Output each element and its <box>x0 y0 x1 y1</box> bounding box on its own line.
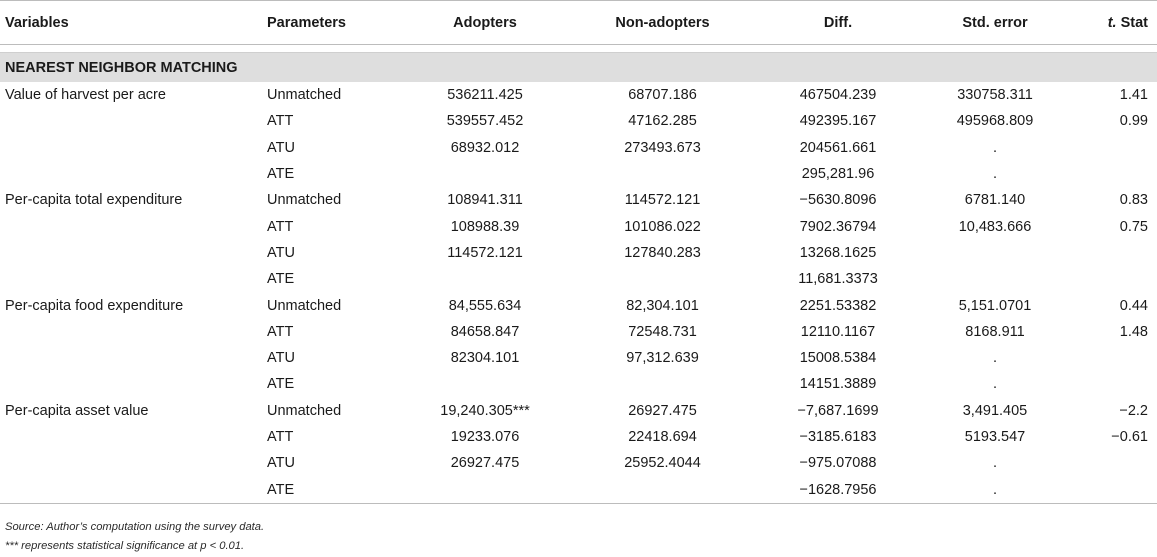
cell-non-adopters: 25952.4044 <box>624 455 701 472</box>
table-row <box>0 187 1157 213</box>
cell-variable <box>0 266 267 292</box>
cell-parameter: ATT <box>267 218 294 235</box>
table-row <box>0 371 1157 397</box>
cell-parameter: ATE <box>267 166 295 183</box>
cell-parameter: Unmatched <box>267 297 342 314</box>
header-parameters: Parameters <box>267 1 397 45</box>
cell-adopters: 26927.475 <box>450 455 520 472</box>
cell-non-adopters <box>573 266 752 292</box>
cell-t-stat: 0.99 <box>1119 113 1148 130</box>
source-note: Source: Author’s computation using the survey data. <box>5 521 265 533</box>
cell-non-adopters: 47162.285 <box>628 113 697 130</box>
cell-diff: 11,681.3373 <box>798 271 878 288</box>
cell-non-adopters: 26927.475 <box>628 402 697 419</box>
cell-non-adopters: 22418.694 <box>628 429 697 445</box>
table-row <box>0 266 1157 292</box>
cell-variable: Per-capita food expenditure <box>5 297 184 314</box>
cell-t-stat: 0.83 <box>1119 192 1148 209</box>
header-std-error: Std. error <box>924 1 1066 45</box>
cell-adopters: 68932.012 <box>450 139 520 156</box>
cell-parameter: ATT <box>267 323 294 340</box>
header-t-stat <box>1066 1 1157 45</box>
cell-parameter: ATT <box>267 113 294 130</box>
cell-adopters: 108941.311 <box>447 192 523 209</box>
cell-adopters: 19,240.305*** <box>440 402 530 419</box>
header-diff: Diff. <box>752 1 924 45</box>
cell-t-stat: 0.44 <box>1119 297 1148 314</box>
cell-variable <box>0 476 267 504</box>
cell-variable <box>0 319 267 345</box>
cell-std-error: . <box>992 166 998 183</box>
cell-t-stat <box>1066 135 1157 161</box>
cell-adopters: 82304.101 <box>450 350 520 367</box>
cell-parameter: ATE <box>267 476 397 504</box>
cell-adopters <box>397 161 573 187</box>
cell-std-error: 5,151.0701 <box>958 297 1032 314</box>
cell-std-error: . <box>992 350 998 367</box>
table-row <box>0 240 1157 266</box>
cell-non-adopters <box>573 476 752 504</box>
cell-variable: Per-capita total expenditure <box>5 192 183 209</box>
cell-std-error: 8168.911 <box>965 323 1025 340</box>
cell-t-stat: −2.2 <box>1119 402 1148 419</box>
cell-t-stat <box>1066 371 1157 397</box>
table-row <box>0 319 1157 345</box>
header-row <box>0 1 1157 45</box>
table-body <box>0 45 1157 504</box>
cell-diff: −3185.6183 <box>799 429 877 445</box>
spacer-row <box>0 45 1157 53</box>
cell-non-adopters: 127840.283 <box>624 244 701 261</box>
cell-parameter: ATT <box>267 429 294 445</box>
cell-diff: 12110.1167 <box>800 323 876 340</box>
cell-t-stat: 1.48 <box>1119 323 1148 340</box>
cell-adopters <box>397 266 573 292</box>
cell-std-error <box>924 240 1066 266</box>
table-row <box>0 292 1157 318</box>
cell-t-stat <box>1066 240 1157 266</box>
cell-adopters: 108988.39 <box>450 218 520 235</box>
cell-variable <box>0 345 267 371</box>
cell-std-error: 5193.547 <box>964 429 1026 445</box>
table-row <box>0 424 1157 450</box>
cell-variable: Per-capita asset value <box>5 402 149 419</box>
cell-diff: 15008.5384 <box>799 350 877 367</box>
significance-note: *** represents statistical significance at p < 0.01. <box>5 540 245 552</box>
cell-t-stat <box>1066 345 1157 371</box>
cell-diff: −5630.8096 <box>799 192 877 209</box>
cell-parameter: Unmatched <box>267 87 342 104</box>
cell-adopters: 114572.121 <box>447 244 523 261</box>
cell-adopters: 19233.076 <box>450 429 520 445</box>
cell-non-adopters: 114572.121 <box>624 192 701 209</box>
cell-non-adopters <box>573 371 752 397</box>
cell-t-stat <box>1066 266 1157 292</box>
cell-variable <box>0 424 267 450</box>
table-row <box>0 82 1157 108</box>
header-t-stat-italic: t. <box>1107 14 1117 31</box>
cell-t-stat <box>1066 450 1157 476</box>
cell-diff: 14151.3889 <box>799 376 877 393</box>
cell-diff: 204561.661 <box>799 139 877 156</box>
cell-variable <box>0 108 267 134</box>
cell-parameter: Unmatched <box>267 192 342 209</box>
cell-t-stat <box>1066 161 1157 187</box>
table-row <box>0 450 1157 476</box>
cell-parameter: ATU <box>267 244 295 261</box>
table-row <box>0 213 1157 239</box>
cell-non-adopters <box>573 161 752 187</box>
cell-t-stat: 1.41 <box>1119 87 1148 104</box>
table-row <box>0 108 1157 134</box>
cell-adopters: 536211.425 <box>447 87 523 104</box>
header-adopters: Adopters <box>397 1 573 45</box>
cell-std-error: 3,491.405 <box>962 402 1028 419</box>
cell-diff: 13268.1625 <box>799 244 877 261</box>
cell-parameter: ATU <box>267 350 295 367</box>
cell-diff: 7902.36794 <box>799 218 877 235</box>
cell-parameter: Unmatched <box>267 402 342 419</box>
cell-non-adopters: 97,312.639 <box>626 350 699 367</box>
cell-std-error: . <box>992 139 998 156</box>
cell-variable <box>0 213 267 239</box>
table-notes <box>5 518 264 556</box>
cell-parameter: ATE <box>267 271 295 288</box>
cell-diff: 295,281.96 <box>801 166 875 183</box>
cell-std-error: 495968.809 <box>956 113 1034 130</box>
cell-std-error <box>924 266 1066 292</box>
cell-variable <box>0 371 267 397</box>
table-row <box>0 345 1157 371</box>
header-non-adopters: Non-adopters <box>573 1 752 45</box>
cell-adopters: 84658.847 <box>450 323 520 340</box>
cell-std-error: 6781.140 <box>964 192 1026 209</box>
cell-parameter: ATE <box>267 376 295 393</box>
table-row <box>0 161 1157 187</box>
cell-parameter: ATU <box>267 455 295 472</box>
table-row <box>0 476 1157 504</box>
cell-std-error: . <box>992 376 998 393</box>
cell-variable <box>0 161 267 187</box>
cell-parameter: ATU <box>267 139 295 156</box>
cell-adopters <box>397 371 573 397</box>
cell-diff: 2251.53382 <box>799 297 877 314</box>
cell-adopters: 84,555.634 <box>448 297 522 314</box>
header-t-stat-rest: Stat <box>1116 14 1148 31</box>
table-row <box>0 135 1157 161</box>
section-title: NEAREST NEIGHBOR MATCHING <box>0 53 1157 83</box>
header-variables: Variables <box>0 1 267 45</box>
cell-diff: −975.07088 <box>799 455 877 472</box>
cell-t-stat <box>1066 476 1157 504</box>
cell-std-error: 330758.311 <box>957 87 1033 104</box>
cell-variable <box>0 240 267 266</box>
cell-variable <box>0 135 267 161</box>
cell-variable <box>0 450 267 476</box>
cell-diff: 467504.239 <box>799 87 877 104</box>
cell-std-error: . <box>924 476 1066 504</box>
cell-non-adopters: 82,304.101 <box>626 297 699 314</box>
cell-variable: Value of harvest per acre <box>5 87 166 104</box>
table-row <box>0 398 1157 424</box>
section-row <box>0 53 1157 83</box>
cell-std-error: 10,483.666 <box>958 218 1032 235</box>
cell-diff: −7,687.1699 <box>797 402 879 419</box>
cell-t-stat: 0.75 <box>1119 218 1148 235</box>
cell-diff: 492395.167 <box>799 113 877 130</box>
cell-non-adopters: 68707.186 <box>628 87 697 104</box>
cell-non-adopters: 101086.022 <box>624 218 701 235</box>
cell-t-stat: −0.61 <box>1111 429 1148 445</box>
cell-adopters: 539557.452 <box>446 113 524 130</box>
cell-non-adopters: 72548.731 <box>628 323 697 340</box>
cell-adopters <box>397 476 573 504</box>
cell-diff: −1628.7956 <box>752 476 924 504</box>
cell-std-error: . <box>992 455 998 472</box>
cell-non-adopters: 273493.673 <box>624 139 701 156</box>
